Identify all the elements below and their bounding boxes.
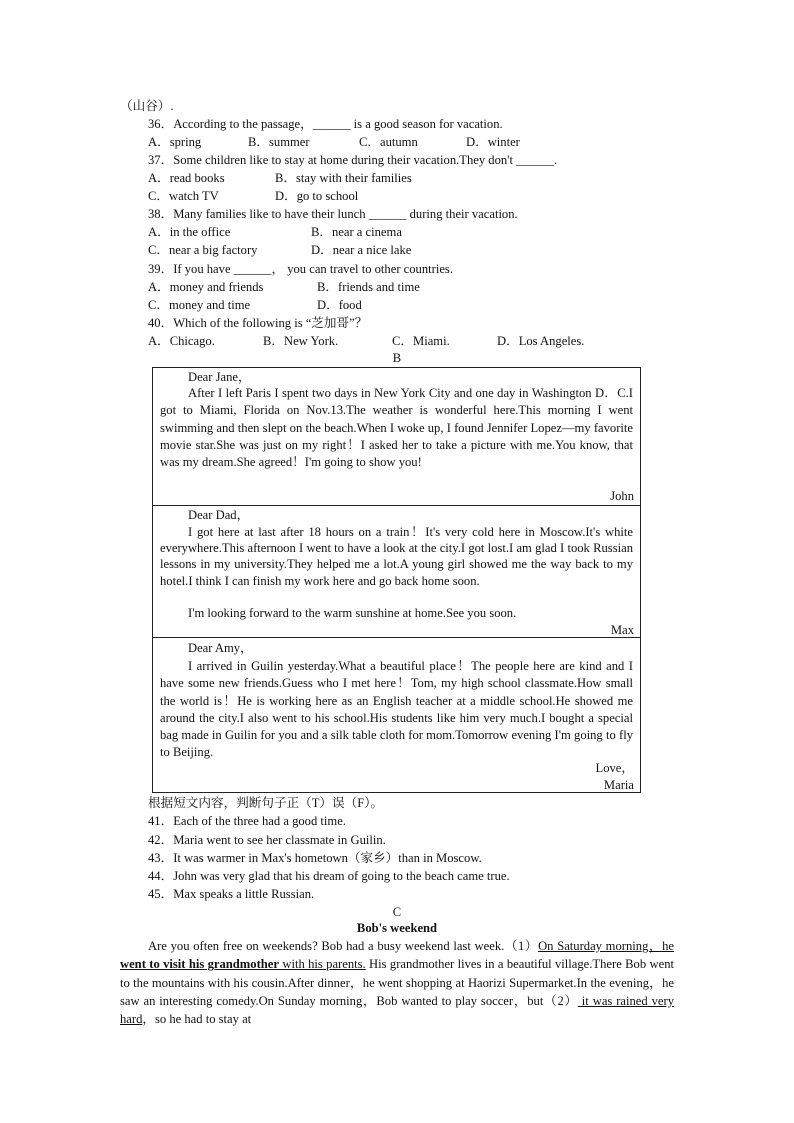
letter-divider bbox=[152, 505, 641, 506]
letter-closing: Love， bbox=[595, 761, 634, 775]
option-c: C．watch TV bbox=[148, 189, 219, 203]
passage-text: ，so he had to stay at bbox=[142, 1012, 252, 1027]
option-c: C．Miami. bbox=[392, 334, 450, 348]
option-c: C．autumn bbox=[359, 135, 418, 149]
passage-c-text bbox=[120, 937, 674, 1028]
option-a: A．Chicago. bbox=[148, 334, 215, 348]
option-b: B．friends and time bbox=[317, 280, 420, 294]
letter-divider bbox=[152, 637, 641, 638]
option-b: B．summer bbox=[248, 135, 310, 149]
letter-body: After I left Paris I spent two days in New York City and one day in Washington D．C.I got to Miami, Florida on Nov.13.The weather is wonderful here.This morning I went swimming and then slept on the beach.When I woke up, I found Jennifer Lopez—my favorite movie star.She was just on my right！I asked her to take a picture with me.You know, that was my dream.She agreed！I'm going to show you! bbox=[160, 386, 633, 470]
question-39: 39．If you have ______， you can travel to other countries. bbox=[148, 262, 453, 276]
passage-text: Are you often free on weekends? Bob had a busy weekend last week.（1） bbox=[148, 939, 539, 953]
question-37: 37．Some children like to stay at home during their vacation.They don't ______. bbox=[148, 153, 558, 167]
instruction: 根据短文内容，判断句子正（T）误（F）。 bbox=[148, 796, 384, 810]
option-a: A．read books bbox=[148, 171, 225, 185]
underlined-sentence-1-end: with his parents. bbox=[278, 957, 366, 972]
option-d: D．near a nice lake bbox=[311, 243, 412, 257]
letter-closing-line: I'm looking forward to the warm sunshine at home.See you soon. bbox=[188, 606, 517, 620]
passage-text: His grandmother lives in a beautiful village.There Bob went to the mountains with his cousin.After dinner，he went shopping at Haorizi Supermarket.In the evening，he saw an interesting comedy.On Sunday morning，Bob wanted to play soccer，but（2） bbox=[120, 957, 674, 1008]
option-a: A．spring bbox=[148, 135, 202, 149]
statement-43: 43．It was warmer in Max's hometown（家乡）than in Moscow. bbox=[148, 851, 482, 865]
letter-greeting: Dear Dad， bbox=[188, 508, 250, 522]
underlined-sentence-1: On Saturday morning，he bbox=[538, 939, 674, 953]
statement-41: 41．Each of the three had a good time. bbox=[148, 814, 346, 828]
letter-greeting: Dear Jane， bbox=[188, 370, 251, 384]
option-b: B．near a cinema bbox=[311, 225, 402, 239]
letter-signature: Max bbox=[610, 623, 634, 637]
letter-body: I arrived in Guilin yesterday.What a beautiful place！The people here are kind and I have some new friends.Guess who I met here！Tom, my high school classmate.How small the world is！He is working here as an English teacher at a middle school.He showed me around the city.I also went to his school.His students like him very much.I bought a special bag made in Guilin for you and a silk table cloth for mom.Tomorrow evening I'm going to fly to Beijing. bbox=[160, 659, 633, 760]
option-d: D．food bbox=[317, 298, 362, 312]
question-36: 36．According to the passage，______ is a good season for vacation. bbox=[148, 117, 503, 131]
passage-title: Bob's weekend bbox=[356, 921, 438, 935]
statement-42: 42．Maria went to see her classmate in Guilin. bbox=[148, 833, 386, 847]
fragment-text: （山谷）. bbox=[120, 99, 174, 113]
question-38: 38．Many families like to have their lunch ______ during their vacation. bbox=[148, 207, 518, 221]
letter-signature: Maria bbox=[603, 778, 634, 792]
letter-signature: John bbox=[610, 489, 634, 503]
underlined-sentence-2: it was rained very hard bbox=[120, 993, 674, 1027]
statement-45: 45．Max speaks a little Russian. bbox=[148, 887, 315, 901]
question-40: 40．Which of the following is “芝加哥”？ bbox=[148, 316, 368, 330]
option-b: B．stay with their families bbox=[275, 171, 412, 185]
option-d: D．go to school bbox=[275, 189, 359, 203]
option-a: A．money and friends bbox=[148, 280, 264, 294]
statement-44: 44．John was very glad that his dream of going to the beach came true. bbox=[148, 869, 510, 883]
option-a: A．in the office bbox=[148, 225, 231, 239]
option-d: D．Los Angeles. bbox=[497, 334, 585, 348]
option-b: B．New York. bbox=[263, 334, 339, 348]
letter-greeting: Dear Amy， bbox=[188, 641, 253, 655]
option-c: C．money and time bbox=[148, 298, 251, 312]
option-d: D．winter bbox=[466, 135, 520, 149]
section-c-label: C bbox=[392, 905, 402, 919]
underlined-phrase-bold: went to visit his grandmother bbox=[120, 957, 279, 972]
letter-body: I got here at last after 18 hours on a train！It's very cold here in Moscow.It's white everywhere.This afternoon I went to have a look at the city.I got lost.I am glad I took Russian lessons in my university.They helped me a lot.A young girl showed me the way back to my hotel.I think I can finish my work here and go back home soon. bbox=[160, 525, 633, 588]
section-b-label: B bbox=[392, 351, 402, 365]
option-c: C．near a big factory bbox=[148, 243, 258, 257]
